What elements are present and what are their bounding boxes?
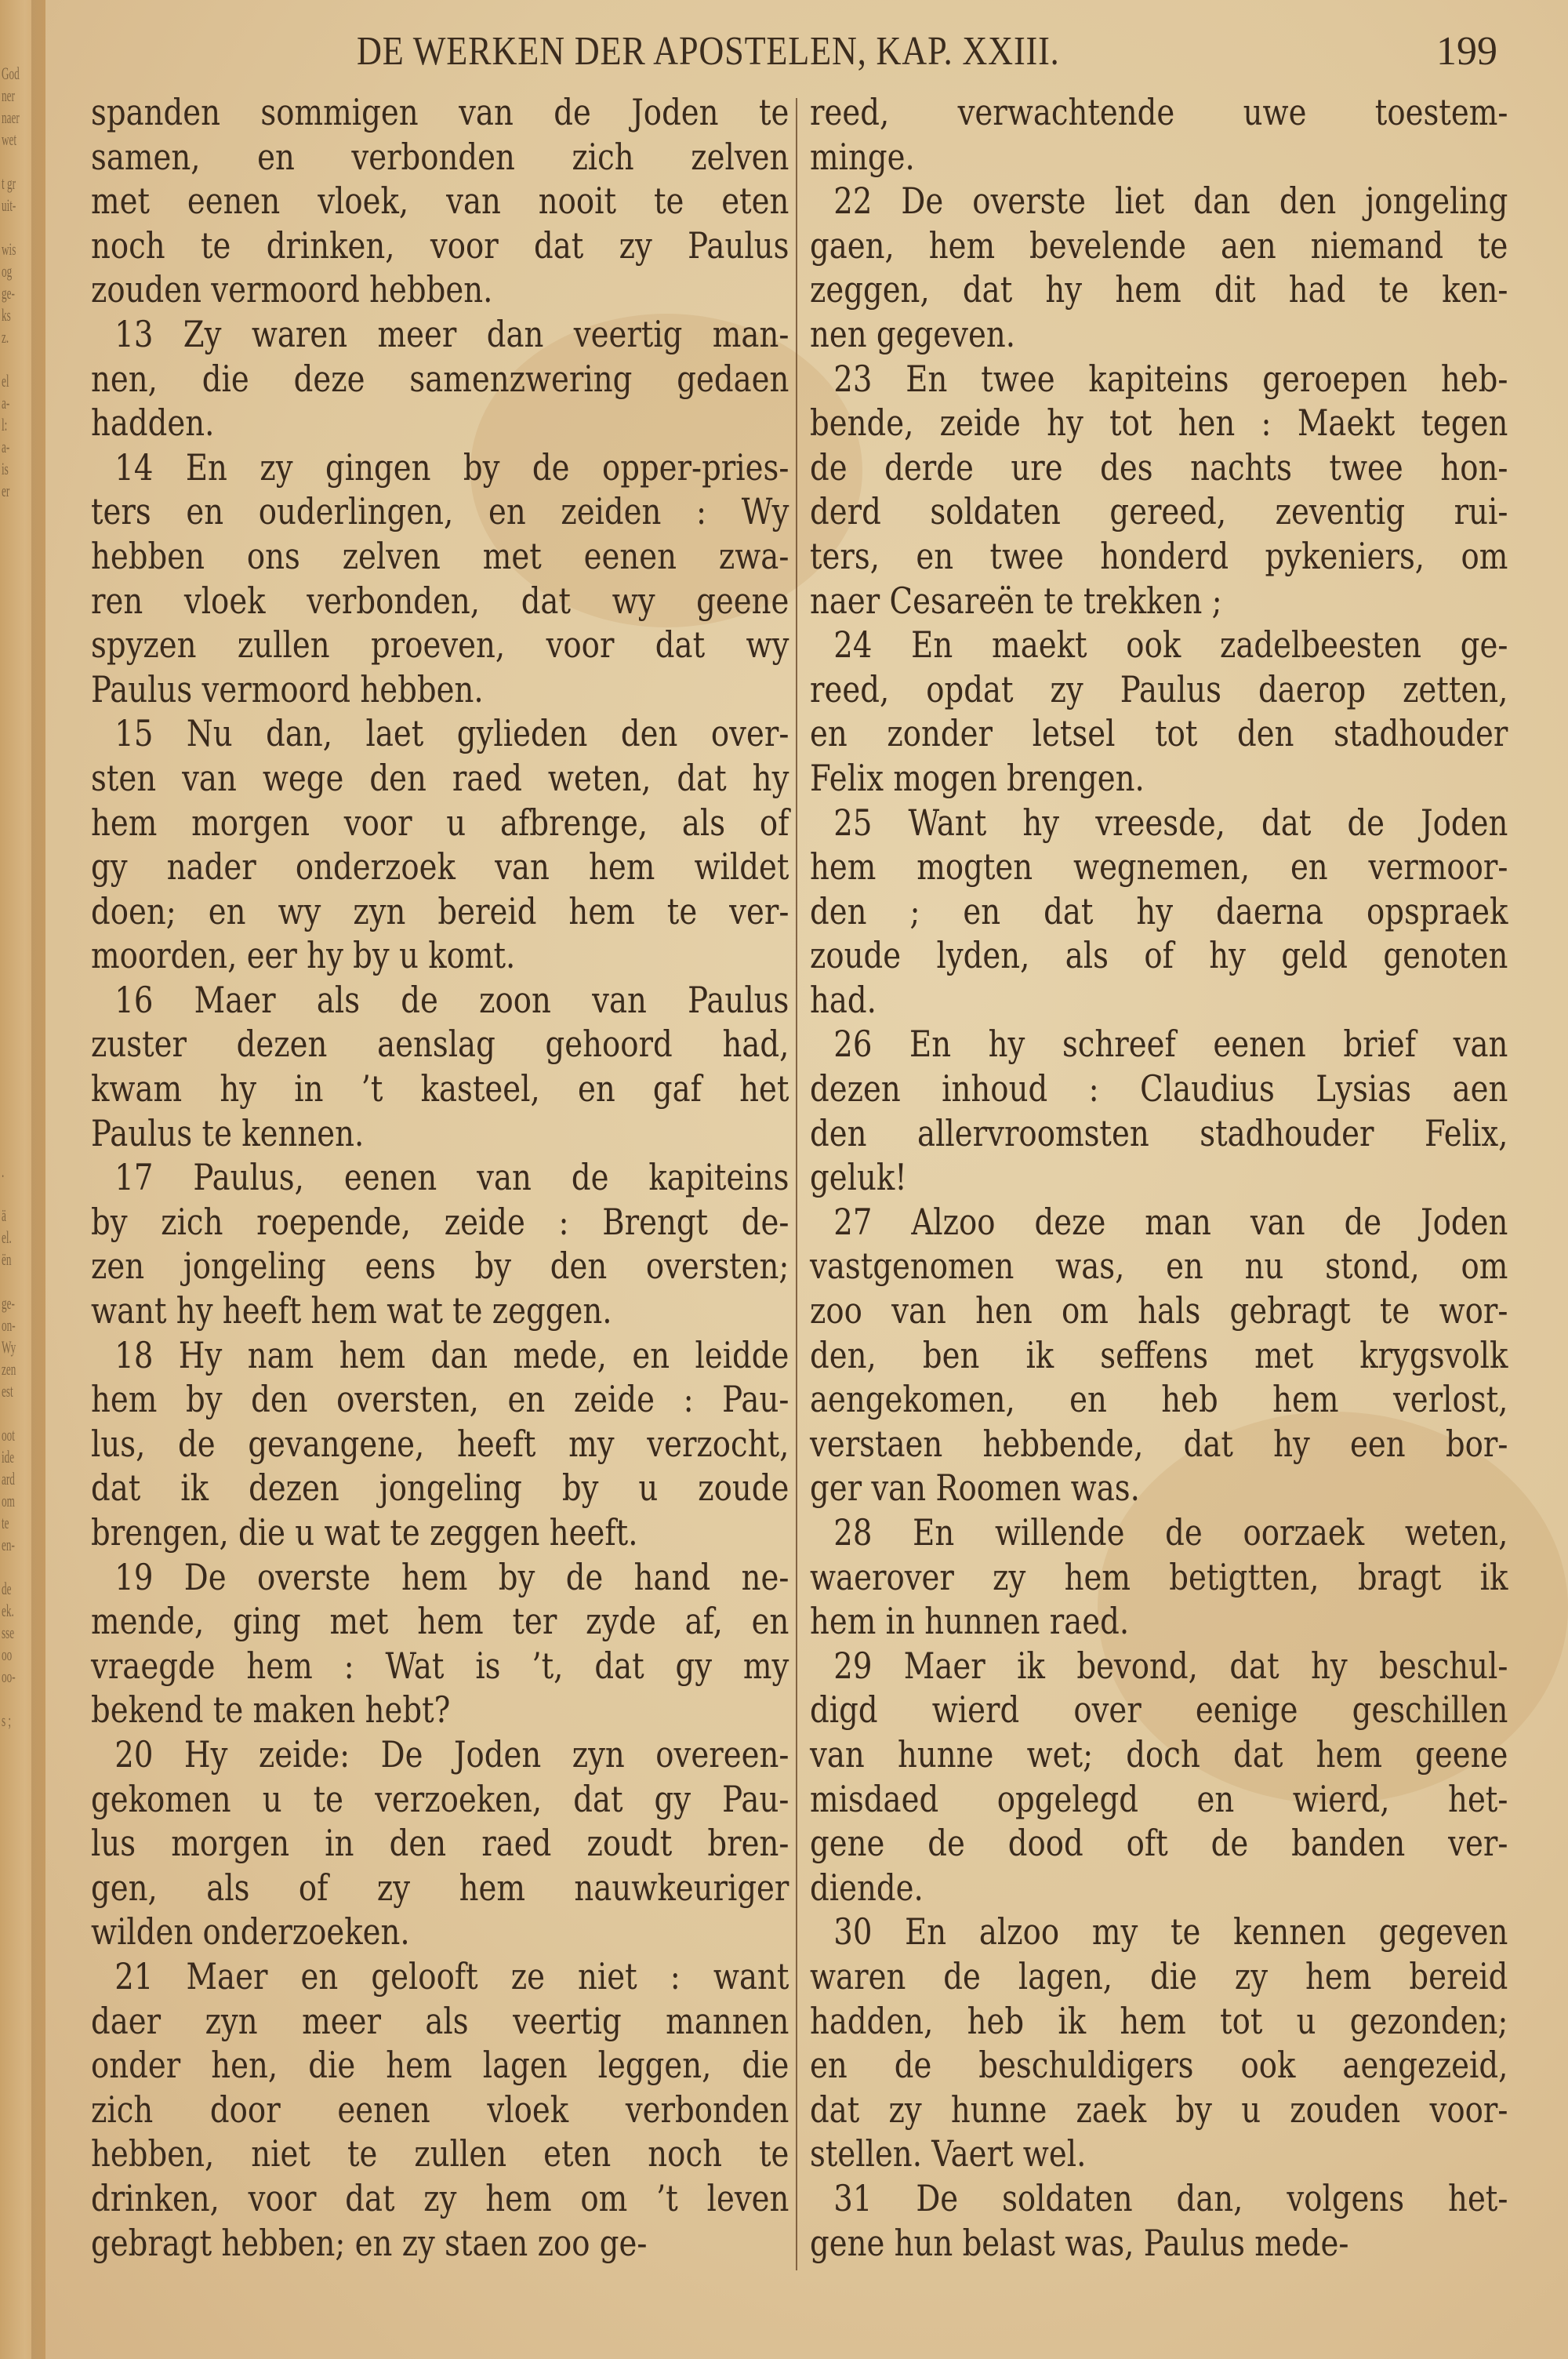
text-line: lus morgen in den raed zoudt bren- (91, 1822, 789, 1865)
verse-line: 13 Zy waren meer dan veertig man- (114, 312, 789, 355)
verse-line: 15 Nu dan, laet gylieden den over- (114, 712, 789, 755)
gutter-shadow (31, 0, 45, 2359)
facing-page-edge (0, 0, 45, 2359)
text-line: zich door eenen vloek verbonden (91, 2088, 789, 2131)
text-line: den, ben ik seffens met krygsvolk (810, 1333, 1508, 1376)
verse-line: 16 Maer als de zoon van Paulus (114, 978, 789, 1021)
text-line: want hy heeft hem wat te zeggen. (91, 1289, 612, 1332)
page-header (0, 28, 1568, 75)
text-line: zouden vermoord hebben. (91, 268, 493, 311)
text-line: hebben, niet te zullen eten noch te (91, 2132, 789, 2175)
column-rule (796, 98, 797, 2270)
verse-line: 24 En maekt ook zadelbeesten ge- (833, 623, 1508, 667)
text-line: zoo van hen om hals gebragt te wor- (810, 1289, 1508, 1332)
text-line: vastgenomen was, en nu stond, om (810, 1245, 1508, 1288)
text-line: lus, de gevangene, heeft my verzocht, (91, 1422, 789, 1465)
verse-line: 22 De overste liet dan den jongeling (833, 180, 1508, 223)
verse-line: 18 Hy nam hem dan mede, en leidde (114, 1333, 789, 1376)
text-line: daer zyn meer als veertig mannen (91, 1999, 789, 2042)
verse-line: 21 Maer en gelooft ze niet : want (114, 1954, 789, 1997)
text-line: digd wierd over eenige geschillen (810, 1688, 1508, 1732)
text-line: hadden, heb ik hem tot u gezonden; (810, 1999, 1508, 2042)
text-line: hem morgen voor u afbrenge, als of (91, 801, 789, 844)
text-line: gebragt hebben; en zy staen zoo ge- (91, 2221, 648, 2264)
text-line: ren vloek verbonden, dat wy geene (91, 579, 789, 622)
text-line: gy nader onderzoek van hem wildet (91, 845, 789, 889)
text-line: Paulus vermoord hebben. (91, 667, 484, 711)
text-line: reed, verwachtende uwe toestem- (810, 91, 1508, 133)
text-line: vraegde hem : Wat is ’t, dat gy my (91, 1644, 789, 1687)
text-line: derd soldaten gereed, zeventig rui- (810, 490, 1508, 533)
text-line: waerover zy hem betigtten, bragt ik (810, 1555, 1508, 1598)
verse-line: 27 Alzoo deze man van de Joden (833, 1200, 1508, 1243)
text-line: mende, ging met hem ter zyde af, en (91, 1600, 789, 1643)
text-line: zeggen, dat hy hem dit had te ken- (810, 268, 1508, 311)
text-line: had. (810, 978, 877, 1021)
text-line: ger van Roomen was. (810, 1467, 1140, 1510)
text-line: en zonder letsel tot den stadhouder (810, 712, 1508, 755)
text-line: dat ik dezen jongeling by u zoude (91, 1467, 789, 1510)
text-line: met eenen vloek, van nooit te eten (91, 180, 789, 223)
text-line: diende. (810, 1866, 924, 1909)
text-line: den ; en dat hy daerna opspraek (810, 889, 1508, 932)
text-line: zoude lyden, als of hy geld genoten (810, 934, 1508, 977)
text-line: kwam hy in ’t kasteel, en gaf het (91, 1067, 789, 1110)
verse-line: 19 De overste hem by de hand ne- (114, 1555, 789, 1598)
text-line: verstaen hebbende, dat hy een bor- (810, 1422, 1508, 1465)
text-line: aengekomen, en heb hem verlost, (810, 1378, 1508, 1421)
text-line: gaen, hem bevelende aen niemand te (810, 224, 1508, 267)
text-line: ters en ouderlingen, en zeiden : Wy (91, 490, 789, 533)
verse-line: 20 Hy zeide: De Joden zyn overeen- (114, 1732, 789, 1776)
text-line: en de beschuldigers ook aengezeid, (810, 2044, 1508, 2087)
text-line: by zich roepende, zeide : Brengt de- (91, 1200, 789, 1243)
text-line: de derde ure des nachts twee hon- (810, 445, 1508, 489)
verse-line: 23 En twee kapiteins geroepen heb- (833, 357, 1508, 400)
text-line: gen, als of zy hem nauwkeuriger (91, 1866, 789, 1909)
text-line: onder hen, die hem lagen leggen, die (91, 2044, 789, 2087)
text-line: bekend te maken hebt? (91, 1688, 451, 1732)
text-line: minge. (810, 135, 915, 178)
text-line: misdaed opgelegd en wierd, het- (810, 1777, 1508, 1820)
text-line: stellen. Vaert wel. (810, 2132, 1087, 2175)
text-line: hem mogten wegnemen, en vermoor- (810, 845, 1508, 889)
text-line: noch te drinken, voor dat zy Paulus (91, 224, 789, 267)
right-column (810, 90, 1508, 2265)
text-line: sten van wege den raed weten, dat hy (91, 756, 789, 799)
text-line: waren de lagen, die zy hem bereid (810, 1954, 1508, 1997)
text-line: brengen, die u wat te zeggen heeft. (91, 1511, 638, 1554)
text-line: dat zy hunne zaek by u zouden voor- (810, 2088, 1508, 2131)
verse-line: 31 De soldaten dan, volgens het- (833, 2176, 1508, 2219)
text-line: dezen inhoud : Claudius Lysias aen (810, 1067, 1508, 1110)
text-line: gekomen u te verzoeken, dat gy Pau- (91, 1777, 789, 1820)
text-line: ters, en twee honderd pykeniers, om (810, 534, 1508, 577)
verse-line: 17 Paulus, eenen van de kapiteins (114, 1156, 789, 1199)
text-line: den allervroomsten stadhouder Felix, (810, 1111, 1508, 1154)
text-line: gene de dood oft de banden ver- (810, 1822, 1508, 1865)
verse-line: 30 En alzoo my te kennen gegeven (833, 1910, 1508, 1954)
text-line: hem in hunnen raed. (810, 1600, 1130, 1643)
text-line: hebben ons zelven met eenen zwa- (91, 534, 789, 577)
text-line: wilden onderzoeken. (91, 1910, 410, 1954)
text-line: bende, zeide hy tot hen : Maekt tegen (810, 402, 1508, 445)
verse-line: 14 En zy gingen by de opper-pries- (114, 445, 789, 489)
text-line: nen gegeven. (810, 312, 1016, 355)
text-line: hadden. (91, 402, 215, 445)
text-line: moorden, eer hy by u komt. (91, 934, 516, 977)
text-line: gene hun belast was, Paulus mede- (810, 2221, 1349, 2264)
text-line: nen, die deze samenzwering gedaen (91, 357, 789, 400)
left-column (91, 90, 789, 2265)
text-line: doen; en wy zyn bereid hem te ver- (91, 889, 789, 932)
text-line: zuster dezen aenslag gehoord had, (91, 1023, 789, 1066)
text-line: samen, en verbonden zich zelven (91, 135, 789, 178)
verse-line: 26 En hy schreef eenen brief van (833, 1023, 1508, 1066)
facing-page-bleed-text: God ner naer wet t gr uit- wis og ge- ks z. el a- l: a- is er . ä el. ën ge- on- Wy zen est oot ide ard om te en- de ek. sse oo oo- s ; (2, 64, 20, 1730)
text-line: Paulus te kennen. (91, 1111, 365, 1154)
text-line: spanden sommigen van de Joden te (91, 91, 789, 133)
text-line: Felix mogen brengen. (810, 756, 1145, 799)
text-line: spyzen zullen proeven, voor dat wy (91, 623, 789, 667)
verse-line: 28 En willende de oorzaek weten, (833, 1511, 1508, 1554)
text-line: van hunne wet; doch dat hem geene (810, 1732, 1508, 1776)
text-line: reed, opdat zy Paulus daerop zetten, (810, 667, 1508, 711)
text-line: zen jongeling eens by den oversten; (91, 1245, 789, 1288)
text-line: hem by den oversten, en zeide : Pau- (91, 1378, 789, 1421)
verse-line: 29 Maer ik bevond, dat hy beschul- (833, 1644, 1508, 1687)
verse-line: 25 Want hy vreesde, dat de Joden (833, 801, 1508, 844)
page-number: 199 (1436, 29, 1497, 74)
running-title: DE WERKEN DER APOSTELEN, KAP. XXIII. (357, 29, 1060, 74)
text-line: naer Cesareën te trekken ; (810, 579, 1222, 622)
text-line: drinken, voor dat zy hem om ’t leven (91, 2176, 789, 2219)
text-line: geluk! (810, 1156, 907, 1199)
